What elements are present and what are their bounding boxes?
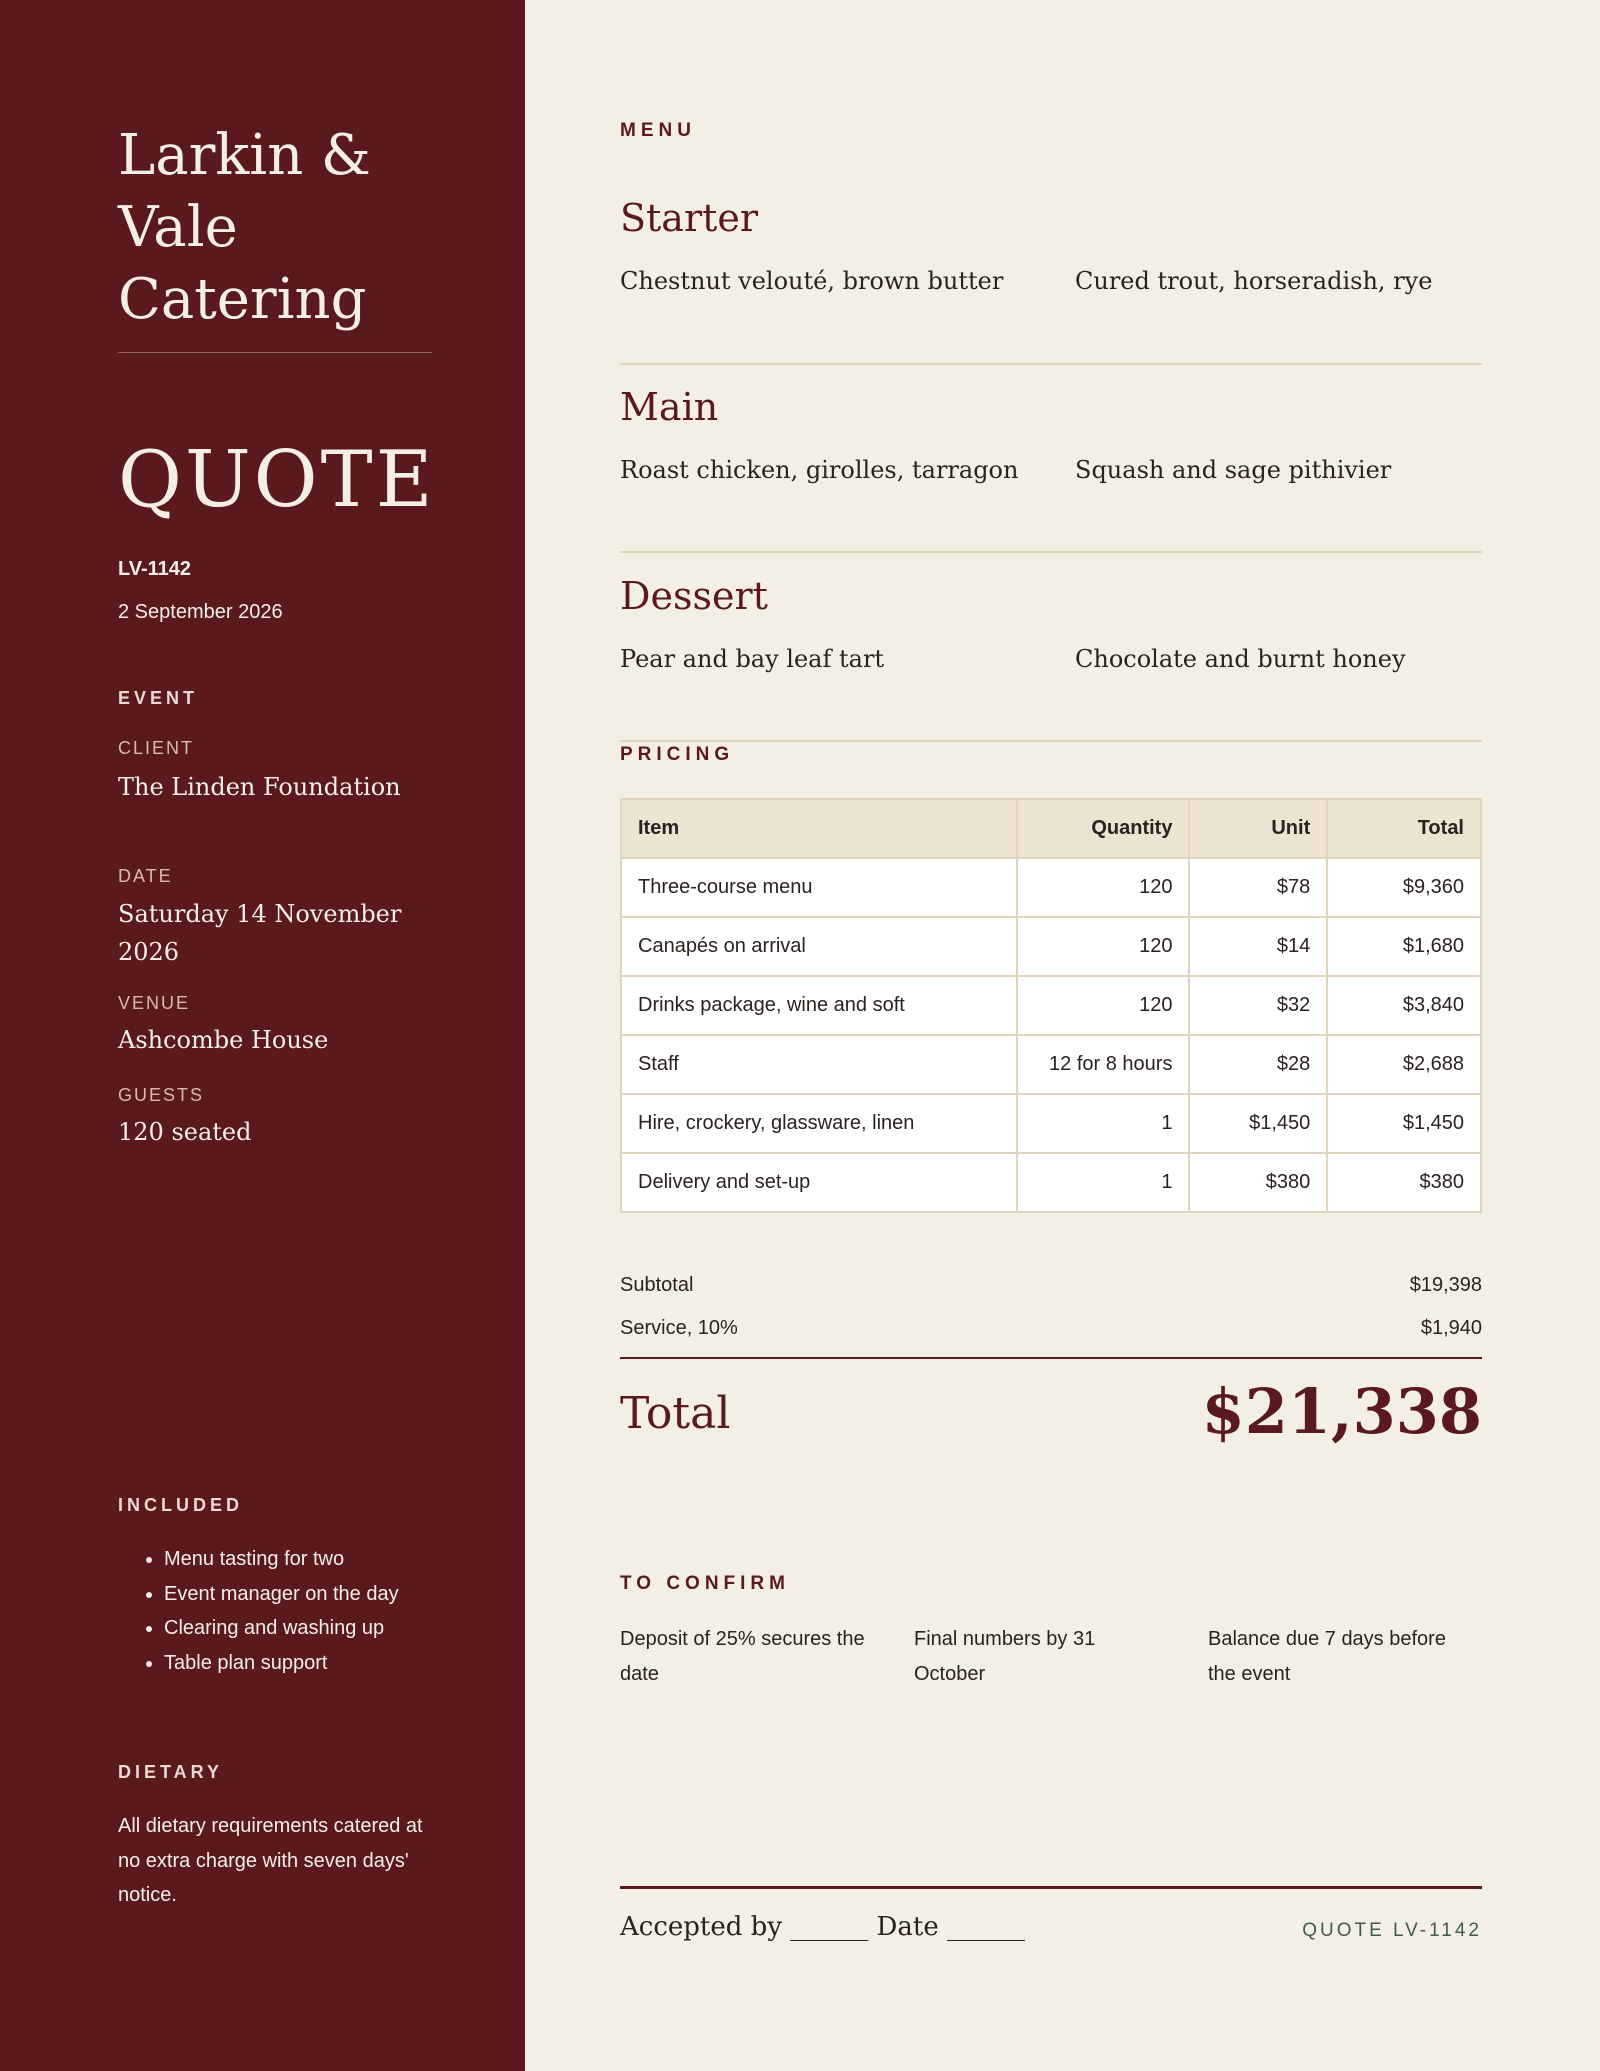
total-cell: $380 (1327, 1153, 1481, 1212)
total-value: $21,338 (1201, 1375, 1482, 1448)
course-option: Squash and sage pithivier (1075, 456, 1392, 484)
guests-value: 120 seated (118, 1118, 252, 1146)
item-cell: Canapés on arrival (621, 917, 1017, 976)
service-row (620, 1317, 1482, 1340)
column-header-item: Item (621, 799, 1017, 858)
total-label: Total (620, 1388, 731, 1439)
item-cell: Three-course menu (621, 858, 1017, 917)
total-cell: $1,450 (1327, 1094, 1481, 1153)
course-option: Cured trout, horseradish, rye (1075, 267, 1433, 295)
list-item: Event manager on the day (118, 1577, 399, 1612)
client-label: CLIENT (118, 738, 195, 758)
quote-number: LV-1142 (118, 558, 192, 580)
subtotal-label: Subtotal (620, 1274, 694, 1296)
course-divider (620, 551, 1482, 553)
course-option: Pear and bay leaf tart (620, 645, 885, 673)
course-divider (620, 740, 1482, 742)
total-divider (620, 1357, 1482, 1359)
total-cell: $1,680 (1327, 917, 1481, 976)
included-list (118, 1542, 399, 1680)
item-cell: Drinks package, wine and soft (621, 976, 1017, 1035)
quantity-cell: 1 (1017, 1153, 1190, 1212)
course-title-starter: Starter (620, 196, 759, 240)
date-value: Saturday 14 November 2026 (118, 900, 402, 966)
footer-reference: QUOTE LV-1142 (1302, 1920, 1482, 1941)
brand-name: Larkin & Vale Catering (118, 123, 371, 332)
column-header-total: Total (1327, 799, 1481, 858)
unit-cell: $1,450 (1189, 1094, 1327, 1153)
subtotal-row (620, 1274, 1482, 1297)
column-header-quantity: Quantity (1017, 799, 1190, 858)
quantity-cell: 120 (1017, 917, 1190, 976)
document-type: QUOTE (118, 435, 436, 525)
service-label: Service, 10% (620, 1317, 738, 1339)
acceptance-line: Accepted by ______ Date ______ (620, 1912, 1025, 1942)
table-row (621, 1153, 1481, 1212)
table-row (621, 917, 1481, 976)
quantity-cell: 120 (1017, 976, 1190, 1035)
item-cell: Staff (621, 1035, 1017, 1094)
total-cell: $2,688 (1327, 1035, 1481, 1094)
quantity-cell: 1 (1017, 1094, 1190, 1153)
pricing-table (620, 798, 1482, 1213)
quote-date: 2 September 2026 (118, 601, 283, 623)
item-cell: Hire, crockery, glassware, linen (621, 1094, 1017, 1153)
confirm-item: Final numbers by 31 October (914, 1628, 1096, 1685)
dietary-heading: DIETARY (118, 1762, 224, 1782)
course-divider (620, 363, 1482, 365)
list-item: Table plan support (118, 1646, 399, 1681)
list-item: Clearing and washing up (118, 1611, 399, 1646)
unit-cell: $78 (1189, 858, 1327, 917)
menu-heading: MENU (620, 120, 696, 141)
quantity-cell: 12 for 8 hours (1017, 1035, 1190, 1094)
subtotal-value: $19,398 (1409, 1274, 1482, 1296)
table-row (621, 976, 1481, 1035)
footer-divider (620, 1886, 1482, 1889)
table-row (621, 858, 1481, 917)
total-cell: $3,840 (1327, 976, 1481, 1035)
list-item: Menu tasting for two (118, 1542, 399, 1577)
table-row (621, 1035, 1481, 1094)
included-heading: INCLUDED (118, 1495, 243, 1515)
course-option: Roast chicken, girolles, tarragon (620, 456, 1019, 484)
course-title-main: Main (620, 385, 719, 429)
brand-divider (118, 352, 432, 353)
confirm-heading: TO CONFIRM (620, 1573, 790, 1594)
service-value: $1,940 (1420, 1317, 1482, 1339)
dietary-text: All dietary requirements catered at no extra charge with seven days' notice. (118, 1815, 423, 1906)
quantity-cell: 120 (1017, 858, 1190, 917)
table-row (621, 1094, 1481, 1153)
event-heading: EVENT (118, 688, 199, 708)
total-cell: $9,360 (1327, 858, 1481, 917)
sidebar (0, 0, 525, 2071)
venue-value: Ashcombe House (118, 1026, 329, 1054)
venue-label: VENUE (118, 993, 191, 1013)
table-header-row (621, 799, 1481, 858)
item-cell: Delivery and set-up (621, 1153, 1017, 1212)
course-title-dessert: Dessert (620, 574, 768, 618)
guests-label: GUESTS (118, 1085, 205, 1105)
column-header-unit: Unit (1189, 799, 1327, 858)
unit-cell: $28 (1189, 1035, 1327, 1094)
unit-cell: $14 (1189, 917, 1327, 976)
course-option: Chestnut velouté, brown butter (620, 267, 1004, 295)
pricing-heading: PRICING (620, 744, 735, 765)
unit-cell: $380 (1189, 1153, 1327, 1212)
unit-cell: $32 (1189, 976, 1327, 1035)
date-label: DATE (118, 866, 173, 886)
course-option: Chocolate and burnt honey (1075, 645, 1406, 673)
client-value: The Linden Foundation (118, 773, 401, 801)
confirm-item: Deposit of 25% secures the date (620, 1628, 865, 1685)
confirm-item: Balance due 7 days before the event (1208, 1628, 1446, 1685)
